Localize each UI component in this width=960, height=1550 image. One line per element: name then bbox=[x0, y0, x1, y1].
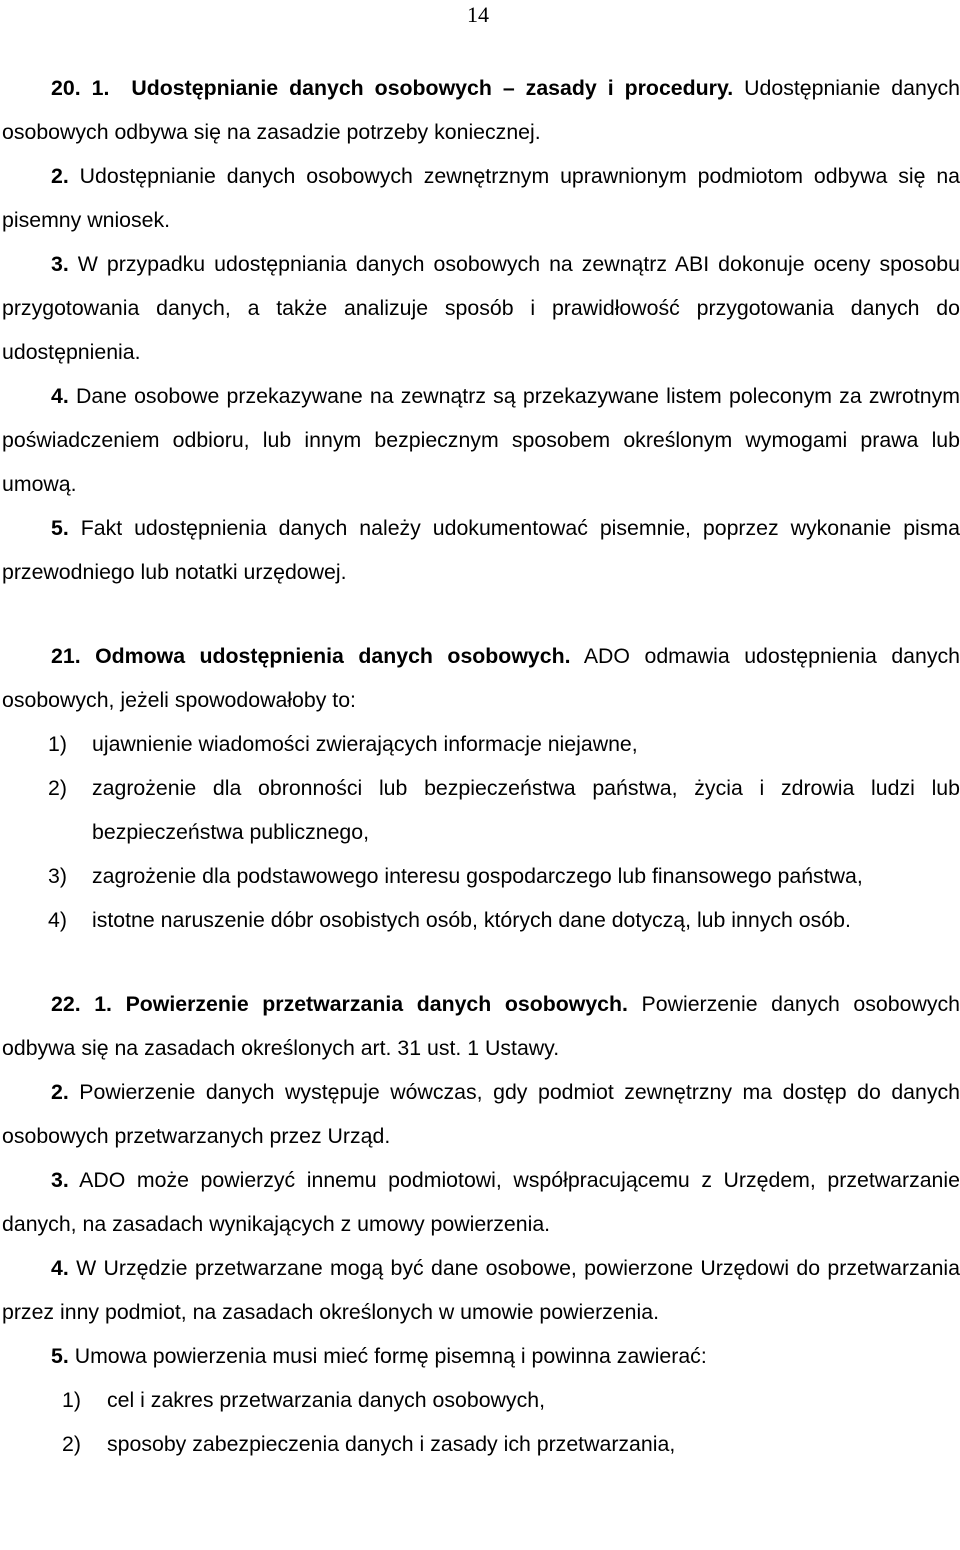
list-item-number: 2) bbox=[48, 776, 67, 800]
paragraph-number: 3. bbox=[51, 1168, 69, 1192]
section-22-paragraph-1 bbox=[2, 982, 960, 1070]
section-heading: Odmowa udostępnienia danych osobowych. bbox=[95, 644, 571, 668]
section-heading: Udostępnianie danych osobowych – zasady i procedury. bbox=[131, 76, 734, 100]
paragraph-number: 4. bbox=[51, 1256, 69, 1280]
paragraph-number: 3. bbox=[51, 252, 69, 276]
paragraph-text: Fakt udostępnienia danych należy udokumentować pisemnie, poprzez wykonanie pisma przewodniego lub notatki urzędowej. bbox=[2, 516, 960, 584]
list-item-number: 4) bbox=[48, 908, 67, 932]
list-item-text: zagrożenie dla podstawowego interesu gospodarczego lub finansowego państwa, bbox=[92, 864, 863, 888]
paragraph-text: Powierzenie danych występuje wówczas, gdy podmiot zewnętrzny ma dostęp do danych osobowych przetwarzanych przez Urząd. bbox=[2, 1080, 960, 1148]
list-item-number: 2) bbox=[62, 1432, 81, 1456]
section-22-paragraph-3 bbox=[2, 1158, 960, 1246]
paragraph-number: 2. bbox=[51, 164, 69, 188]
list-item bbox=[2, 766, 960, 854]
list-item-number: 1) bbox=[62, 1388, 81, 1412]
list-item-text: zagrożenie dla obronności lub bezpieczeństwa państwa, życia i zdrowia ludzi lub bezpieczeństwa publicznego, bbox=[92, 776, 960, 844]
section-number: 21. bbox=[51, 644, 81, 668]
section-20-paragraph-4 bbox=[2, 374, 960, 506]
section-20-paragraph-3 bbox=[2, 242, 960, 374]
paragraph-number: 2. bbox=[51, 1080, 69, 1104]
page-number: 14 bbox=[467, 2, 489, 27]
section-20-paragraph-5 bbox=[2, 506, 960, 594]
paragraph-text: W Urzędzie przetwarzane mogą być dane osobowe, powierzone Urzędowi do przetwarzania przez inny podmiot, na zasadach określonych w umowie powierzenia. bbox=[2, 1256, 960, 1324]
list-item-text: ujawnienie wiadomości zwierających informacje niejawne, bbox=[92, 732, 638, 756]
paragraph-text: Powierzenie danych osobowych odbywa się na zasadach określonych art. 31 ust. 1 Ustawy. bbox=[2, 992, 960, 1060]
section-heading: Powierzenie przetwarzania danych osobowych. bbox=[125, 992, 628, 1016]
section-22-paragraph-4 bbox=[2, 1246, 960, 1334]
paragraph-text: Udostępnianie danych osobowych odbywa się na zasadzie potrzeby koniecznej. bbox=[2, 76, 960, 144]
paragraph-number: 4. bbox=[51, 384, 69, 408]
list-item-number: 1) bbox=[48, 732, 67, 756]
section-number: 20. 1. bbox=[51, 76, 110, 100]
paragraph-text: Dane osobowe przekazywane na zewnątrz są przekazywane listem poleconym za zwrotnym poświadczeniem odbioru, lub innym bezpiecznym sposobem określonym wymogami prawa lub umową. bbox=[2, 384, 960, 496]
list-item bbox=[2, 854, 960, 898]
document-body bbox=[2, 66, 960, 1466]
paragraph-text: ADO odmawia udostępnienia danych osobowych, jeżeli spowodowałoby to: bbox=[2, 644, 960, 712]
section-22-paragraph-2 bbox=[2, 1070, 960, 1158]
section-21-intro bbox=[2, 634, 960, 722]
section-20-paragraph-1 bbox=[2, 66, 960, 154]
list-item-number: 3) bbox=[48, 864, 67, 888]
paragraph-text: Udostępnianie danych osobowych zewnętrznym uprawnionym podmiotom odbywa się na pisemny wniosek. bbox=[2, 164, 960, 232]
list-item-text: cel i zakres przetwarzania danych osobowych, bbox=[107, 1388, 545, 1412]
list-item bbox=[2, 722, 960, 766]
section-20-paragraph-2 bbox=[2, 154, 960, 242]
list-item-text: istotne naruszenie dóbr osobistych osób, których dane dotyczą, lub innych osób. bbox=[92, 908, 851, 932]
paragraph-text: W przypadku udostępniania danych osobowych na zewnątrz ABI dokonuje oceny sposobu przygotowania danych, a także analizuje sposób i prawidłowość przygotowania danych do udostępnienia. bbox=[2, 252, 960, 364]
list-item bbox=[2, 1378, 960, 1422]
paragraph-number: 5. bbox=[51, 516, 69, 540]
section-number: 22. 1. bbox=[51, 992, 112, 1016]
paragraph-text: Umowa powierzenia musi mieć formę pisemną i powinna zawierać: bbox=[74, 1344, 707, 1368]
section-22-paragraph-5 bbox=[2, 1334, 960, 1378]
paragraph-number: 5. bbox=[51, 1344, 69, 1368]
list-item-text: sposoby zabezpieczenia danych i zasady ich przetwarzania, bbox=[107, 1432, 676, 1456]
list-item bbox=[2, 898, 960, 942]
list-item bbox=[2, 1422, 960, 1466]
paragraph-text: ADO może powierzyć innemu podmiotowi, współpracującemu z Urzędem, przetwarzanie danych, na zasadach wynikających z umowy powierzenia. bbox=[2, 1168, 960, 1236]
